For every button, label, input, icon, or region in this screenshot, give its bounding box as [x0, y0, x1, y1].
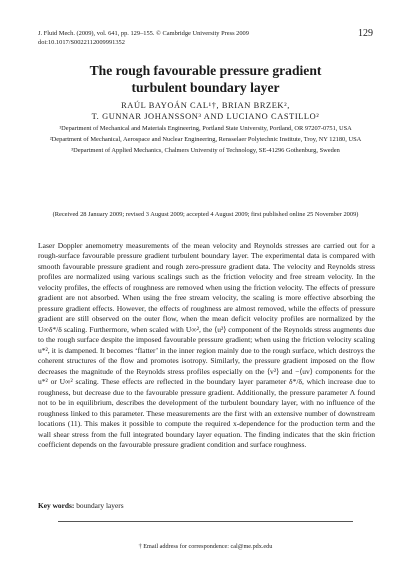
keywords-value: boundary layers — [76, 501, 124, 510]
doi: doi:10.1017/S0022112009991352 — [38, 39, 125, 46]
keywords-label: Key words: — [38, 501, 75, 510]
correspondence-footnote: † Email address for correspondence: cal@me.pdx.edu — [138, 543, 273, 550]
affiliation-3: ³Department of Applied Mechanics, Chalmers University of Technology, SE-41296 Gothenburg, Sweden — [71, 146, 340, 154]
affiliation-1: ¹Department of Mechanical and Materials Engineering, Portland State University, Portland, OR 97207-0751, USA — [59, 125, 352, 132]
keywords — [38, 501, 124, 510]
title-line-2: turbulent boundary layer — [131, 79, 280, 95]
author-list — [20, 100, 391, 122]
page-number: 129 — [358, 28, 373, 39]
title-line-1: The rough favourable pressure gradient — [89, 63, 322, 78]
publication-dates: (Received 28 January 2009; revised 3 August 2009; accepted 4 August 2009; first published online 25 November 2009) — [52, 211, 359, 218]
authors-line-1: RAÚL BAYOÁN CAL¹†, BRIAN BRZEK², — [121, 101, 290, 110]
journal-header — [38, 29, 373, 47]
journal-citation: J. Fluid Mech. (2009), vol. 641, pp. 129–155. © Cambridge University Press 2009 — [38, 30, 249, 37]
affiliations — [30, 125, 381, 158]
footnote-divider — [58, 521, 353, 522]
affiliation-2: ²Department of Mechanical, Aerospace and Nuclear Engineering, Rensselaer Polytechnic Institute, Troy, NY 12180, USA — [49, 135, 362, 143]
paper-title — [20, 63, 391, 96]
authors-line-2: T. GUNNAR JOHANSSON³ AND LUCIANO CASTILLO² — [91, 112, 320, 121]
abstract: Laser Doppler anemometry measurements of the mean velocity and Reynolds stresses are carried out for a rough-surface favourable pressure gradient turbulent boundary layer. The experimental data is compared with smooth favourable pressure gradient and rough zero-pressure gradient data. The velocity and Reynolds stress profiles are normalized using various scalings such as the friction velocity and free stream velocity. In the velocity profiles, the effects of roughness are removed when using the friction velocity. The effects of pressure gradient are not absorbed. When using the free stream velocity, the scaling is more effective absorbing the pressure gradient effects. However, the effects of roughness are almost removed, while the effects of pressure gradient are still observed on the outer flow, when the mean deficit velocity profiles are normalized by the U∞δ*/δ scaling. Furthermore, when scaled with U∞², the ⟨u²⟩ component of the Reynolds stress augments due to the rough surface despite the imposed favourable pressure gradient; when using the friction velocity scaling u*², it is dampened. It becomes ‘flatter’ in the inner region mainly due to the rough surface, which destroys the coherent structures of the flow and promotes isotropy. Similarly, the pressure gradient imposed on the flow decreases the magnitude of the Reynolds stress profiles especially on the ⟨v²⟩ and −⟨uv⟩ components for the u*² or U∞² scaling. These effects are reflected in the boundary layer parameter δ*/δ, which increase due to roughness, but decrease due to the favourable pressure gradient. Additionally, the pressure parameter Λ found not to be in equilibrium, describes the development of the turbulent boundary layer, with no influence of the roughness linked to this parameter. These measurements are the first with an extensive number of downstream locations (11). This makes it possible to compute the required x-dependence for the production term and the wall shear stress from the full integrated boundary layer equation. The finding indicates that the skin friction coefficient depends on the favourable pressure gradient condition and surface roughness. — [38, 241, 375, 450]
